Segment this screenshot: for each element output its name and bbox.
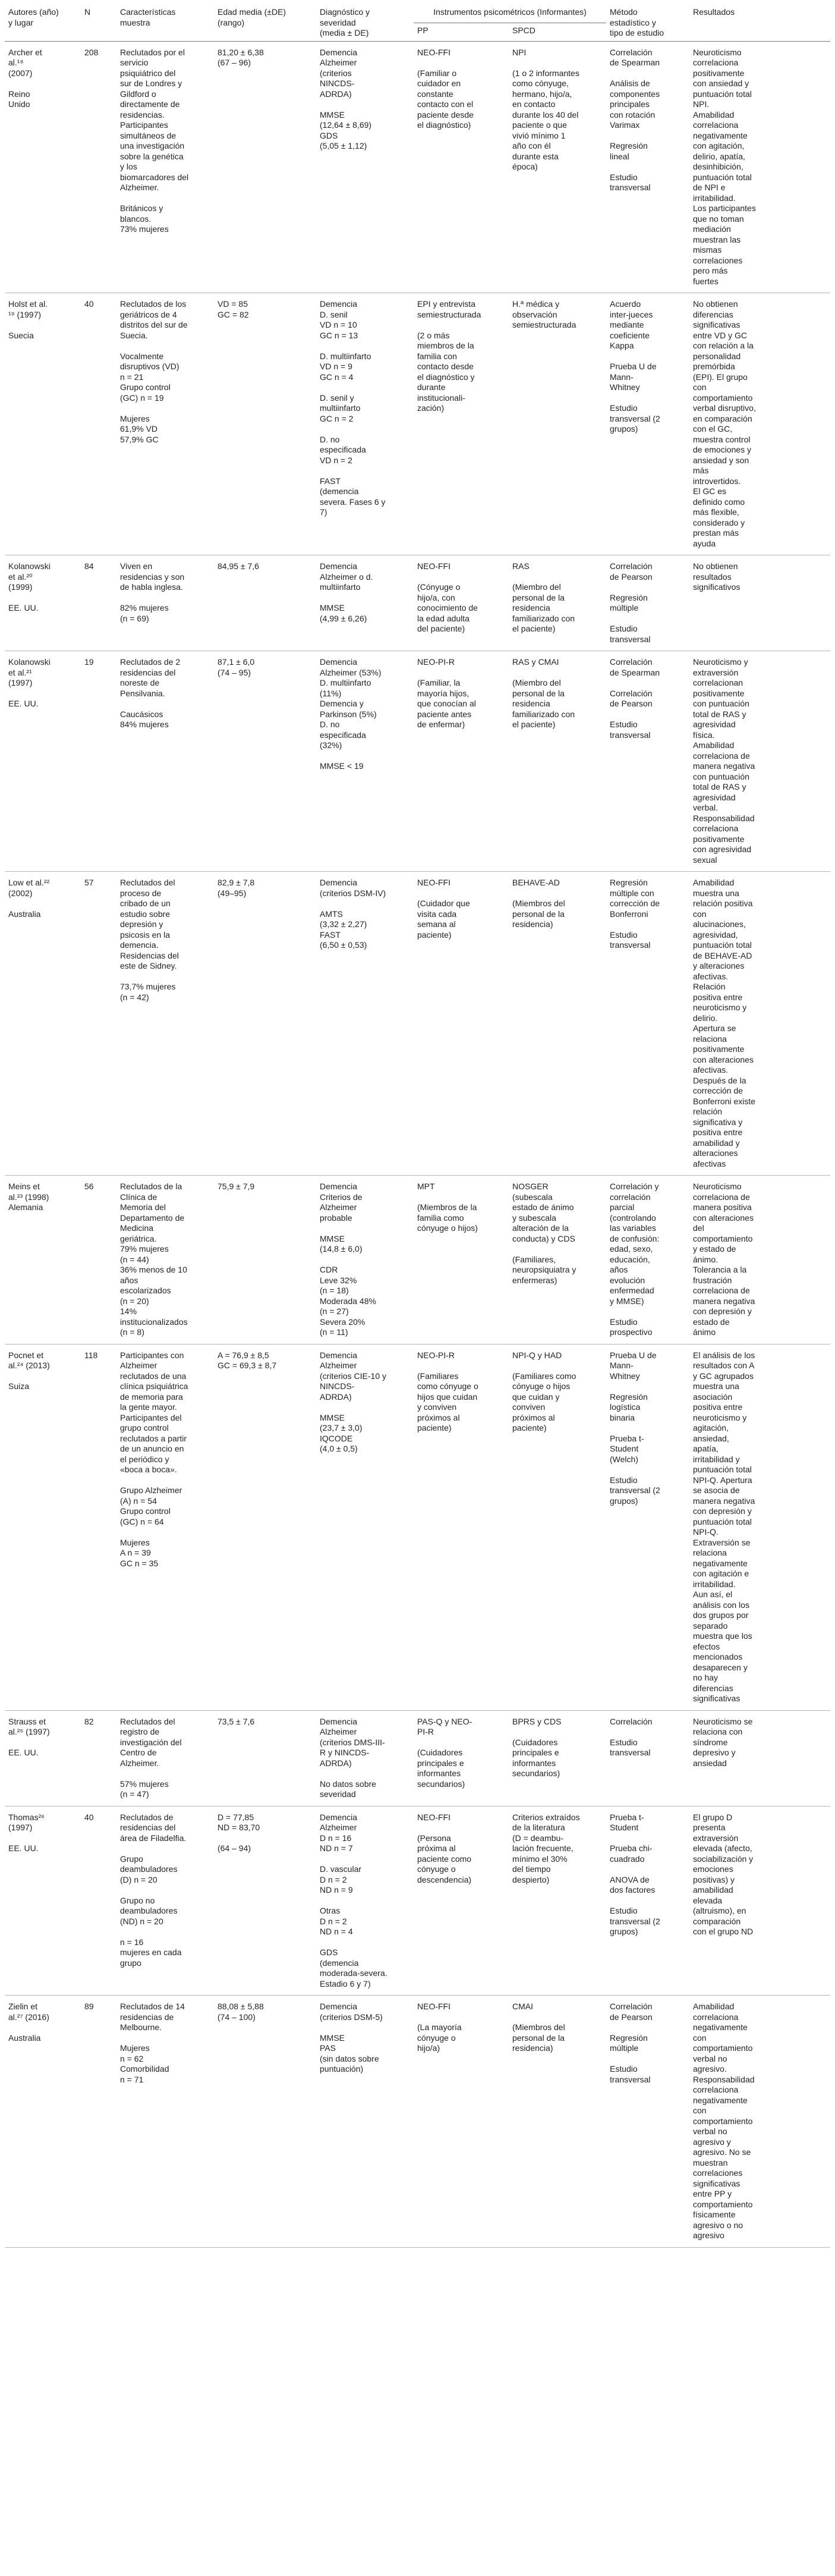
cell-age: 82,9 ± 7,8 (49–95) [214, 872, 316, 1176]
cell-spcd: RAS (Miembro del personal de la residencia familiarizado con el paciente) [509, 555, 606, 651]
cell-spcd: H.ª médica y observación semiestructurada [509, 293, 606, 555]
table-row [5, 1176, 830, 1344]
cell-n: 57 [81, 872, 116, 1176]
cell-method: Correlación de Pearson Regresión múltiple Estudio transversal [606, 1996, 689, 2248]
header-diagnosis: Diagnóstico y severidad (media ± DE) [316, 5, 414, 41]
cell-sample: Viven en residencias y son de habla inglesa. 82% mujeres (n = 69) [116, 555, 214, 651]
cell-method: Correlación Estudio transversal [606, 1710, 689, 1806]
cell-pp: MPT (Miembros de la familia como cónyuge o hijos) [414, 1176, 509, 1344]
cell-spcd: BEHAVE-AD (Miembros del personal de la residencia) [509, 872, 606, 1176]
cell-n: 208 [81, 41, 116, 293]
cell-diagnosis: Demencia D. senil VD n = 10 GC n = 13 D. multiinfarto VD n = 9 GC n = 4 D. senil y multiinfarto GC n = 2 D. no especificada VD n = 2 FAST (demencia severa. Fases 6 y 7) [316, 293, 414, 555]
cell-n: 82 [81, 1710, 116, 1806]
cell-pp: NEO-FFI (Cuidador que visita cada semana al paciente) [414, 872, 509, 1176]
header-sample: Características muestra [116, 5, 214, 41]
cell-method: Acuerdo inter-jueces mediante coeficiente Kappa Prueba U de Mann- Whitney Estudio transversal (2 grupos) [606, 293, 689, 555]
cell-n: 40 [81, 1806, 116, 1996]
cell-author: Holst et al. ¹⁹ (1997) Suecia [5, 293, 81, 555]
cell-method: Correlación de Spearman Correlación de Pearson Estudio transversal [606, 651, 689, 872]
cell-age: 73,5 ± 7,6 [214, 1710, 316, 1806]
cell-n: 19 [81, 651, 116, 872]
cell-diagnosis: Demencia Alzheimer (criterios NINCDS- ADRDA) MMSE (12,64 ± 8,69) GDS (5,05 ± 1,12) [316, 41, 414, 293]
cell-sample: Reclutados de residencias del área de Filadelfia. Grupo deambuladores (D) n = 20 Grupo no deambuladores (ND) n = 20 n = 16 mujeres en cada grupo [116, 1806, 214, 1996]
cell-pp: EPI y entrevista semiestructurada (2 o más miembros de la familia con contacto desde el diagnóstico y durante institucionali- zación) [414, 293, 509, 555]
header-age: Edad media (±DE) (rango) [214, 5, 316, 41]
cell-diagnosis: Demencia Criterios de Alzheimer probable MMSE (14,8 ± 6,0) CDR Leve 32% (n = 18) Moderada 48% (n = 27) Severa 20% (n = 11) [316, 1176, 414, 1344]
cell-method: Prueba t- Student Prueba chi- cuadrado ANOVA de dos factores Estudio transversal (2 grupos) [606, 1806, 689, 1996]
header-pp: PP [414, 23, 509, 41]
cell-sample: Reclutados de los geriátricos de 4 distritos del sur de Suecia. Vocalmente disruptivos (VD) n = 21 Grupo control (GC) n = 19 Mujeres 61,9% VD 57,9% GC [116, 293, 214, 555]
cell-sample: Reclutados de la Clínica de Memoria del Departamento de Medicina geriátrica. 79% mujeres (n = 44) 36% menos de 10 años escolarizados (n = 20) 14% institucionalizados (n = 8) [116, 1176, 214, 1344]
cell-n: 40 [81, 293, 116, 555]
cell-age: A = 76,9 ± 8,5 GC = 69,3 ± 8,7 [214, 1344, 316, 1710]
cell-n: 89 [81, 1996, 116, 2248]
header-author: Autores (año) y lugar [5, 5, 81, 41]
cell-results: El análisis de los resultados con A y GC agrupados muestra una asociación positiva entre neuroticismo y agitación, ansiedad, apatía, irritabilidad y puntuación total NPI-Q. Apertura se asocia de manera negativa con depresión y puntuación total NPI-Q. Extraversión se relaciona negativamente con agitación e irritabilidad. Aun así, el análisis con los dos grupos por separado muestra que los efectos mencionados desaparecen y no hay diferencias significativas [689, 1344, 830, 1710]
cell-pp: PAS-Q y NEO- PI-R (Cuidadores principales e informantes secundarios) [414, 1710, 509, 1806]
cell-author: Zielin et al.²⁷ (2016) Australia [5, 1996, 81, 2248]
cell-spcd: CMAI (Miembros del personal de la residencia) [509, 1996, 606, 2248]
cell-results: Neuroticismo correlaciona positivamente con ansiedad y puntuación total NPI. Amabilidad correlaciona negativamente con agitación, delirio, apatía, desinhibición, puntuación total de NPI e irritabilidad. Los participantes que no toman mediación muestran las mismas correlaciones pero más fuertes [689, 41, 830, 293]
table-row [5, 555, 830, 651]
cell-diagnosis: Demencia Alzheimer o d. multiinfarto MMSE (4,99 ± 6,26) [316, 555, 414, 651]
cell-author: Kolanowski et al.²⁰ (1999) EE. UU. [5, 555, 81, 651]
cell-pp: NEO-FFI (Familiar o cuidador en constante contacto con el paciente desde el diagnóstico) [414, 41, 509, 293]
header-instruments-group: Instrumentos psicométricos (Informantes) [414, 5, 606, 23]
cell-age: 81,20 ± 6,38 (67 – 96) [214, 41, 316, 293]
cell-results: No obtienen diferencias significativas entre VD y GC con relación a la personalidad premórbida (EPI). El grupo con comportamiento verbal disruptivo, en comparación con el GC, muestra control de emociones y ansiedad y son más introvertidos. El GC es definido como más flexible, considerado y prestan más ayuda [689, 293, 830, 555]
cell-results: El grupo D presenta extraversión elevada (afecto, sociabilización y emociones positivas) y amabilidad elevada (altruismo), en comparación con el grupo ND [689, 1806, 830, 1996]
cell-sample: Reclutados del proceso de cribado de un estudio sobre depresión y psicosis en la demencia. Residencias del este de Sidney. 73,7% mujeres (n = 42) [116, 872, 214, 1176]
cell-sample: Reclutados por el servicio psiquiátrico del sur de Londres y Gildford o directamente de residencias. Participantes simultáneos de una investigación sobre la genética y los biomarcadores del Alzheimer. Británicos y blancos. 73% mujeres [116, 41, 214, 293]
cell-age: 88,08 ± 5,88 (74 – 100) [214, 1996, 316, 2248]
cell-age: 87,1 ± 6,0 (74 – 95) [214, 651, 316, 872]
cell-results: Neuroticismo correlaciona de manera positiva con alteraciones del comportamiento y estado de ánimo. Tolerancia a la frustración correlaciona de manera negativa con depresión y estado de ánimo [689, 1176, 830, 1344]
table-row [5, 872, 830, 1176]
table-row [5, 1344, 830, 1710]
cell-diagnosis: Demencia Alzheimer (53%) D. multiinfarto (11%) Demencia y Parkinson (5%) D. no especificada (32%) MMSE < 19 [316, 651, 414, 872]
cell-method: Prueba U de Mann- Whitney Regresión logística binaria Prueba t- Student (Welch) Estudio transversal (2 grupos) [606, 1344, 689, 1710]
cell-spcd: BPRS y CDS (Cuidadores principales e informantes secundarios) [509, 1710, 606, 1806]
cell-method: Correlación de Spearman Análisis de componentes principales con rotación Varimax Regresión lineal Estudio transversal [606, 41, 689, 293]
table-row [5, 1996, 830, 2248]
table-row [5, 651, 830, 872]
cell-spcd: Criterios extraídos de la literatura (D = deambu- lación frecuente, mínimo el 30% del tiempo despierto) [509, 1806, 606, 1996]
cell-pp: NEO-PI-R (Familiar, la mayoría hijos, que conocían al paciente antes de enfermar) [414, 651, 509, 872]
cell-n: 118 [81, 1344, 116, 1710]
cell-pp: NEO-PI-R (Familiares como cónyuge o hijos que cuidan y conviven próximos al paciente) [414, 1344, 509, 1710]
table-row [5, 293, 830, 555]
cell-method: Correlación y correlación parcial (controlando las variables de confusión: edad, sexo, educación, años evolución enfermedad y MMSE) Estudio prospectivo [606, 1176, 689, 1344]
cell-results: Amabilidad muestra una relación positiva con alucinaciones, agresividad, puntuación total de BEHAVE-AD y alteraciones afectivas. Relación positiva entre neuroticismo y delirio. Apertura se relaciona positivamente con alteraciones afectivas. Después de la corrección de Bonferroni existe relación significativa y positiva entre amabilidad y alteraciones afectivas [689, 872, 830, 1176]
table-row [5, 1806, 830, 1996]
cell-diagnosis: Demencia Alzheimer D n = 16 ND n = 7 D. vascular D n = 2 ND n = 9 Otras D n = 2 ND n = 4 GDS (demencia moderada-severa. Estadio 6 y 7) [316, 1806, 414, 1996]
cell-pp: NEO-FFI (La mayoría cónyuge o hijo/a) [414, 1996, 509, 2248]
cell-author: Low et al.²² (2002) Australia [5, 872, 81, 1176]
cell-author: Strauss et al.²⁵ (1997) EE. UU. [5, 1710, 81, 1806]
cell-results: Neuroticismo se relaciona con síndrome depresivo y ansiedad [689, 1710, 830, 1806]
cell-spcd: NOSGER (subescala estado de ánimo y subescala alteración de la conducta) y CDS (Familiares, neuropsiquiatra y enfermeras) [509, 1176, 606, 1344]
studies-table [5, 5, 830, 2248]
cell-author: Archer et al.¹⁸ (2007) Reino Unido [5, 41, 81, 293]
cell-age: 84,95 ± 7,6 [214, 555, 316, 651]
header-results: Resultados [689, 5, 830, 41]
cell-method: Regresión múltiple con corrección de Bonferroni Estudio transversal [606, 872, 689, 1176]
cell-age: D = 77,85 ND = 83,70 (64 – 94) [214, 1806, 316, 1996]
cell-diagnosis: Demencia Alzheimer (criterios DMS-III- R y NINCDS- ADRDA) No datos sobre severidad [316, 1710, 414, 1806]
cell-sample: Participantes con Alzheimer reclutados de una clínica psiquiátrica de memoria para la gente mayor. Participantes del grupo control reclutados a partir de un anuncio en el periódico y «boca a boca». Grupo Alzheimer (A) n = 54 Grupo control (GC) n = 64 Mujeres A n = 39 GC n = 35 [116, 1344, 214, 1710]
cell-age: 75,9 ± 7,9 [214, 1176, 316, 1344]
cell-n: 56 [81, 1176, 116, 1344]
cell-results: No obtienen resultados significativos [689, 555, 830, 651]
cell-method: Correlación de Pearson Regresión múltiple Estudio transversal [606, 555, 689, 651]
table-row [5, 1710, 830, 1806]
header-n: N [81, 5, 116, 41]
cell-spcd: RAS y CMAI (Miembro del personal de la residencia familiarizado con el paciente) [509, 651, 606, 872]
header-spcd: SPCD [509, 23, 606, 41]
cell-diagnosis: Demencia (criterios DSM-IV) AMTS (3,32 ± 2,27) FAST (6,50 ± 0,53) [316, 872, 414, 1176]
cell-diagnosis: Demencia (criterios DSM-5) MMSE PAS (sin datos sobre puntuación) [316, 1996, 414, 2248]
cell-sample: Reclutados de 2 residencias del noreste de Pensilvania. Caucásicos 84% mujeres [116, 651, 214, 872]
cell-spcd: NPI-Q y HAD (Familiares como cónyuge o hijos que cuidan y conviven próximos al paciente) [509, 1344, 606, 1710]
cell-author: Kolanowski et al.²¹ (1997) EE. UU. [5, 651, 81, 872]
cell-results: Amabilidad correlaciona negativamente con comportamiento verbal no agresivo. Responsabilidad correlaciona negativamente con comportamiento verbal no agresivo y agresivo. No se muestran correlaciones significativas entre PP y comportamiento físicamente agresivo o no agresivo [689, 1996, 830, 2248]
cell-age: VD = 85 GC = 82 [214, 293, 316, 555]
cell-author: Meins et al.²³ (1998) Alemania [5, 1176, 81, 1344]
cell-pp: NEO-FFI (Cónyuge o hijo/a, con conocimiento de la edad adulta del paciente) [414, 555, 509, 651]
cell-diagnosis: Demencia Alzheimer (criterios CIE-10 y NINCDS- ADRDA) MMSE (23,7 ± 3,0) IQCODE (4,0 ± 0,5) [316, 1344, 414, 1710]
cell-spcd: NPI (1 o 2 informantes como cónyuge, hermano, hijo/a, en contacto durante los 40 del paciente o que vivió mínimo 1 año con él durante esta época) [509, 41, 606, 293]
cell-author: Pocnet et al.²⁴ (2013) Suiza [5, 1344, 81, 1710]
cell-author: Thomas²⁶ (1997) EE. UU. [5, 1806, 81, 1996]
table-header [5, 5, 830, 41]
cell-pp: NEO-FFI (Persona próxima al paciente como cónyuge o descendencia) [414, 1806, 509, 1996]
cell-results: Neuroticismo y extraversión correlacionan positivamente con puntuación total de RAS y agresividad física. Amabilidad correlaciona de manera negativa con puntuación total de RAS y agresividad verbal. Responsabilidad correlaciona positivamente con agresividad sexual [689, 651, 830, 872]
cell-sample: Reclutados del registro de investigación del Centro de Alzheimer. 57% mujeres (n = 47) [116, 1710, 214, 1806]
header-method: Método estadístico y tipo de estudio [606, 5, 689, 41]
cell-n: 84 [81, 555, 116, 651]
table-row [5, 41, 830, 293]
cell-sample: Reclutados de 14 residencias de Melbourne. Mujeres n = 62 Comorbilidad n = 71 [116, 1996, 214, 2248]
